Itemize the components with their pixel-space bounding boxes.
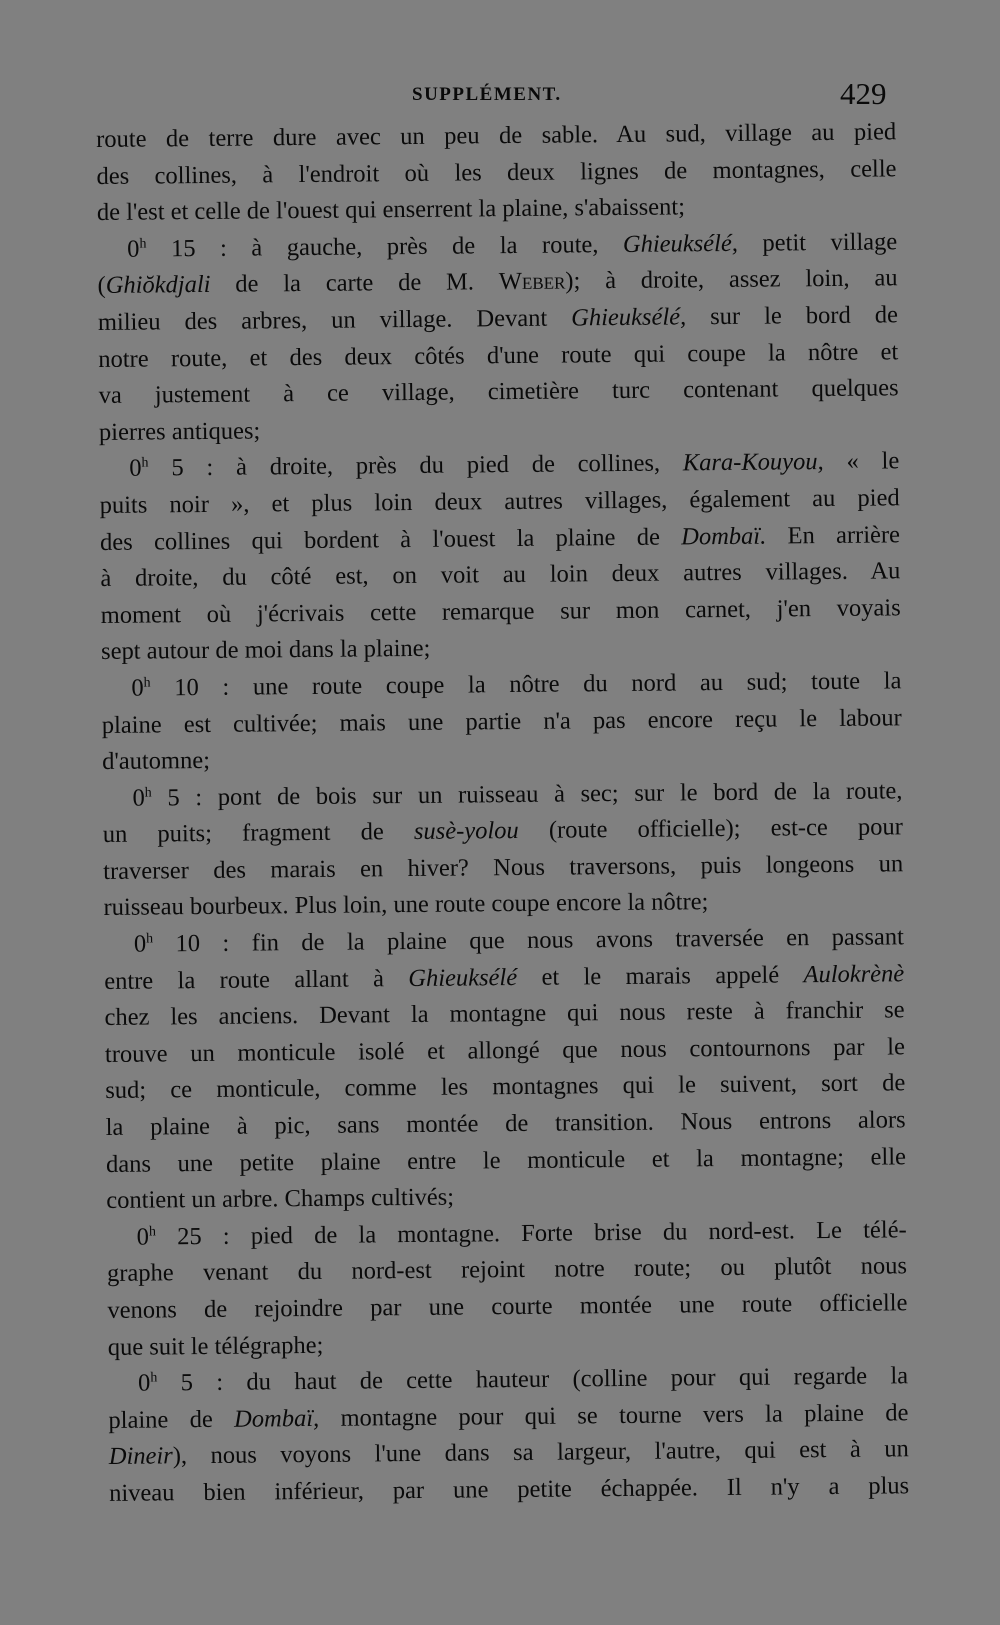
small-caps-text: Weber [498, 267, 566, 296]
text-line [102, 700, 902, 744]
text-run: venons de rejoindre par une courte montée une route officielle [107, 1289, 908, 1324]
text-run: va justement à ce village, cimetière turc contenant quelques [98, 374, 899, 410]
text-run: de l'est et celle de l'ouest qui enserrent la plaine, s'abaissent; [96, 193, 686, 227]
text-run: 0 [127, 235, 140, 263]
italic-text: Dombaï. [681, 522, 767, 550]
superscript-text: h [148, 1224, 156, 1240]
text-run: traverser des marais en hiver? Nous traversons, puis longeons un [103, 850, 904, 885]
text-run: 0 [133, 930, 147, 958]
text-run: puits noir », et plus loin deux autres villages, également au pied [99, 484, 900, 519]
text-run: de la carte de M. [210, 268, 499, 299]
text-run: pierres antiques; [98, 417, 261, 446]
text-run: à droite, du côté est, on voit au loin deux autres villages. Au [100, 557, 901, 593]
text-run: trouve un monticule isolé et allongé que nous contournons par le [104, 1033, 906, 1068]
text-run: 0 [131, 674, 144, 702]
running-title: SUPPLÉMENT. [412, 84, 562, 105]
italic-text: Ghieuksélé [408, 963, 518, 992]
text-line [109, 1468, 909, 1512]
italic-text: susè-yolou [413, 817, 519, 846]
text-run: notre route, et des deux côtés d'une route qui coupe la nôtre et [98, 337, 899, 373]
superscript-text: h [139, 236, 147, 252]
text-run: 5 : pont de bois sur un ruisseau à sec; sur le bord de la route, [151, 776, 903, 812]
text-run: 0 [137, 1369, 151, 1397]
text-run: des collines, à l'endroit où les deux lignes de montagnes, celle [96, 154, 897, 190]
text-run: En arrière [766, 520, 901, 550]
text-run: niveau bien inférieur, par une petite échappée. Il n'y a plus [109, 1472, 910, 1507]
text-run: route de terre dure avec un peu de sable. Au sud, village au pied [96, 118, 897, 153]
text-run: plaine est cultivée; mais une partie n'a pas encore reçu le labour [101, 703, 902, 739]
text-run: 0 [136, 1223, 150, 1251]
text-run: 25 : pied de la montagne. Forte brise du nord-est. Le télé- [155, 1216, 907, 1251]
text-run: ( [97, 272, 106, 300]
italic-text: Ghiŏkdjali [105, 271, 211, 300]
text-run: « le [823, 447, 900, 476]
text-run: ); à droite, assez loin, au [565, 264, 898, 295]
text-run: des collines qui bordent à l'ouest la plaine de [99, 522, 682, 556]
italic-text: Dombaï, [233, 1404, 320, 1433]
text-run: 5 : à droite, près du pied de collines, [148, 449, 683, 482]
text-run: entre la route allant à [104, 964, 409, 995]
text-run: plaine de [108, 1405, 235, 1434]
text-run: 15 : à gauche, près de la route, [146, 230, 624, 263]
text-run: chez les anciens. Devant la montagne qui nous reste à franchir se [104, 996, 905, 1032]
superscript-text: h [146, 931, 154, 947]
superscript-text: h [144, 785, 152, 801]
text-run: moment où j'écrivais cette remarque sur mon carnet, j'en voyais [100, 594, 901, 629]
superscript-text: h [150, 1370, 158, 1386]
text-run: sur le bord de [686, 301, 899, 331]
text-run: un puits; fragment de [102, 818, 415, 849]
text-run: et le marais appelé [517, 960, 804, 991]
text-line [98, 370, 898, 414]
body-text [96, 114, 909, 1512]
italic-text: Dineir [108, 1442, 173, 1471]
text-run: montagne pour qui se tourne vers la plaine de [319, 1399, 909, 1432]
text-run: 10 : fin de la plaine que nous avons traversée en passant [153, 923, 904, 958]
text-run: contient un arbre. Champs cultivés; [106, 1183, 455, 1215]
text-run: ), nous voyons l'une dans sa largeur, l'autre, qui est à un [172, 1435, 909, 1470]
italic-text: Aulokrènè [803, 959, 905, 988]
text-run: graphe venant du nord-est rejoint notre route; ou plutôt nous [106, 1252, 908, 1288]
text-run: que suit le télégraphe; [107, 1331, 324, 1361]
text-run: petit village [737, 228, 898, 257]
text-run: dans une petite plaine entre le monticule et la montagne; elle [105, 1142, 907, 1178]
text-run: ruisseau bourbeux. Plus loin, une route coupe encore la nôtre; [103, 888, 709, 922]
text-line [107, 1285, 907, 1329]
text-run: milieu des arbres, un village. Devant [97, 304, 572, 336]
text-run: sud; ce monticule, comme les montagnes qui le suivent, sort de [105, 1069, 906, 1105]
text-run: (route officielle); est-ce pour [518, 813, 903, 845]
text-run: 0 [132, 784, 145, 812]
superscript-text: h [141, 455, 149, 471]
text-run: 5 : du haut de cette hauteur (colline pour qui regarde la [157, 1362, 909, 1397]
page-number: 429 [840, 76, 887, 111]
italic-text: Kara-Kouyou, [682, 448, 824, 477]
text-run: 0 [129, 454, 142, 483]
italic-text: Ghieuksélé, [622, 229, 739, 258]
italic-text: Ghieuksélé, [571, 303, 687, 332]
text-run: la plaine à pic, sans montée de transition. Nous entrons alors [105, 1106, 906, 1141]
text-run: sept autour de moi dans la plaine; [100, 635, 431, 666]
text-run: d'automne; [102, 747, 211, 776]
text-run: 10 : une route coupe la nôtre du nord au sud; toute la [150, 667, 902, 702]
superscript-text: h [143, 675, 151, 691]
